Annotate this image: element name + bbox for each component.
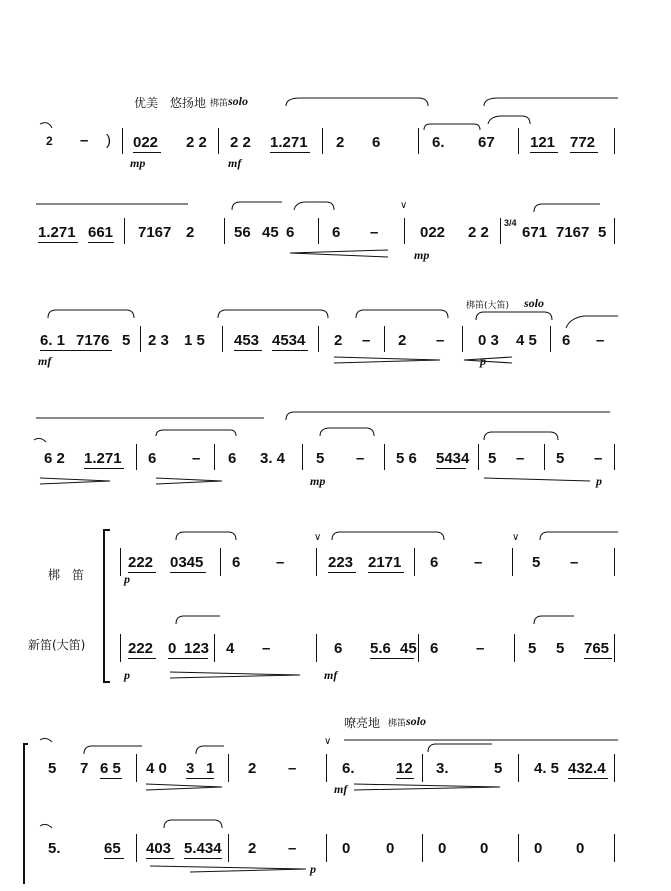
note-group: 5 6 xyxy=(396,450,417,467)
barline xyxy=(384,326,385,352)
note: 6 xyxy=(372,134,381,151)
barline xyxy=(614,128,615,154)
instrument-label-upper: 梆 笛 xyxy=(48,568,85,582)
dash: – xyxy=(192,450,201,467)
barline xyxy=(518,834,519,862)
note: 3 xyxy=(186,760,195,777)
dynamic-p: p xyxy=(124,572,130,586)
note-group: 765 xyxy=(584,640,610,657)
note-group: 123 xyxy=(184,640,210,657)
dash: – xyxy=(370,224,379,241)
beam xyxy=(370,658,414,659)
barline xyxy=(514,634,515,662)
barline xyxy=(318,218,319,244)
rest: 0 xyxy=(438,840,447,857)
note-group: 022 xyxy=(420,224,446,241)
tempo-marking: 优美 悠扬地 xyxy=(134,96,207,110)
note-group: 0345 xyxy=(170,554,204,571)
dash: – xyxy=(516,450,525,467)
barline xyxy=(318,326,319,352)
dynamic-mf: mf xyxy=(38,354,52,368)
note-group: 432.4 xyxy=(568,760,606,777)
beam xyxy=(436,468,466,469)
note-group: 3. 4 xyxy=(260,450,286,467)
note-group: 2171 xyxy=(368,554,402,571)
dash: – xyxy=(288,760,297,777)
dynamic-mf: mf xyxy=(324,668,338,682)
barline xyxy=(614,218,615,244)
beam xyxy=(568,778,608,779)
barline xyxy=(136,444,137,470)
barline xyxy=(214,634,215,662)
barline xyxy=(302,444,303,470)
barline xyxy=(500,218,501,244)
barline xyxy=(614,834,615,862)
beam xyxy=(104,858,124,859)
note: 5 xyxy=(598,224,607,241)
dynamic-mp: mp xyxy=(414,248,430,262)
note: 5 xyxy=(528,640,537,657)
barline xyxy=(224,218,225,244)
beam xyxy=(88,242,114,243)
note: 5 xyxy=(122,332,131,349)
barline xyxy=(222,326,223,352)
beam xyxy=(84,468,124,469)
note: 0 xyxy=(168,640,177,657)
beam xyxy=(584,658,612,659)
barline xyxy=(518,128,519,154)
dynamic-mf: mf xyxy=(334,782,348,796)
dynamic-p: p xyxy=(310,862,316,876)
note-group: 45 xyxy=(400,640,417,657)
dash: – xyxy=(596,332,605,349)
rest: 0 xyxy=(386,840,395,857)
beam xyxy=(38,242,78,243)
instrument-note: 梆笛 xyxy=(210,99,229,109)
note: 5 xyxy=(556,450,565,467)
beam xyxy=(184,858,222,859)
note: 1 xyxy=(206,760,215,777)
note: 5. xyxy=(48,840,61,857)
note-group: 2 2 xyxy=(468,224,489,241)
note-group: 4. 5 xyxy=(534,760,560,777)
tempo-marking: 嘹亮地 xyxy=(344,716,381,730)
note-group: 5434 xyxy=(436,450,470,467)
note: 5 xyxy=(556,640,565,657)
note-group: 45 xyxy=(262,224,279,241)
note: 6 xyxy=(430,554,439,571)
note-group: 6 5 xyxy=(100,760,121,777)
barline xyxy=(322,128,323,154)
barline xyxy=(418,128,419,154)
dash: – xyxy=(474,554,483,571)
barline xyxy=(326,834,327,862)
note-group: 0 3 xyxy=(478,332,499,349)
note-group: 772 xyxy=(570,134,596,151)
note-group: 222 xyxy=(128,554,154,571)
beam xyxy=(128,572,156,573)
beam xyxy=(100,778,122,779)
rest: 0 xyxy=(534,840,543,857)
note: 6 xyxy=(228,450,237,467)
note: 2 xyxy=(336,134,345,151)
note: 5 xyxy=(532,554,541,571)
note-group: 1.271 xyxy=(84,450,122,467)
note: 2 xyxy=(248,760,257,777)
note-group: 7176 xyxy=(76,332,110,349)
note: 6 xyxy=(286,224,295,241)
rest: 0 xyxy=(342,840,351,857)
note: 6 xyxy=(232,554,241,571)
note: 2 xyxy=(248,840,257,857)
time-signature: 3/4 xyxy=(504,218,517,228)
barline xyxy=(512,548,513,576)
beam xyxy=(270,152,310,153)
note: 2 xyxy=(186,224,195,241)
note-group: 403 xyxy=(146,840,172,857)
note: 7 xyxy=(80,760,89,777)
dash: – xyxy=(362,332,371,349)
beam xyxy=(272,350,308,351)
barline xyxy=(220,548,221,576)
barline xyxy=(120,634,121,662)
barline xyxy=(218,128,219,154)
instrument-note: 梆笛(大笛) xyxy=(466,301,510,311)
note: 6. xyxy=(342,760,355,777)
note-group: 671 xyxy=(522,224,548,241)
note-group: 022 xyxy=(133,134,159,151)
barline xyxy=(384,444,385,470)
note-group: 5.434 xyxy=(184,840,222,857)
barline xyxy=(404,218,405,244)
instrument-note: 梆笛 xyxy=(388,719,407,729)
note-group: 6. 1 xyxy=(40,332,66,349)
note: 2 xyxy=(398,332,407,349)
beam xyxy=(40,350,112,351)
barline xyxy=(326,754,327,782)
note: 5 xyxy=(316,450,325,467)
beam xyxy=(530,152,558,153)
barline xyxy=(550,326,551,352)
dash: – xyxy=(262,640,271,657)
note: 6 xyxy=(562,332,571,349)
bend-mark: ∨ xyxy=(324,736,332,747)
note: 6 xyxy=(334,640,343,657)
note: 6 xyxy=(332,224,341,241)
rest: 0 xyxy=(480,840,489,857)
dynamic-p: p xyxy=(480,354,486,368)
barline xyxy=(140,326,141,352)
note-group: 2 3 xyxy=(148,332,169,349)
note-group: 222 xyxy=(128,640,154,657)
note-group: 661 xyxy=(88,224,114,241)
dash: – xyxy=(80,132,89,149)
note-group: 121 xyxy=(530,134,556,151)
note-group: 5.6 xyxy=(370,640,391,657)
barline xyxy=(214,444,215,470)
beam xyxy=(328,572,356,573)
bend-mark: ∨ xyxy=(314,532,322,543)
note: 6 xyxy=(430,640,439,657)
barline xyxy=(418,634,419,662)
note-group: 4 0 xyxy=(146,760,167,777)
note-group: 56 xyxy=(234,224,251,241)
dash: – xyxy=(356,450,365,467)
barline xyxy=(136,834,137,862)
note: 2 xyxy=(46,134,53,148)
note: 4 xyxy=(226,640,235,657)
dynamic-p: p xyxy=(124,668,130,682)
dash: – xyxy=(594,450,603,467)
beam xyxy=(128,658,156,659)
barline xyxy=(228,754,229,782)
note: 6. xyxy=(432,134,445,151)
barline xyxy=(422,834,423,862)
note-group: 1 5 xyxy=(184,332,205,349)
beam xyxy=(186,778,214,779)
beam xyxy=(368,572,404,573)
beam xyxy=(133,152,161,153)
barline xyxy=(316,548,317,576)
beam xyxy=(146,858,174,859)
note: 5 xyxy=(48,760,57,777)
beam xyxy=(570,152,598,153)
solo-marking: solo xyxy=(524,296,545,310)
note: 6 xyxy=(148,450,157,467)
rest: 0 xyxy=(576,840,585,857)
note-group: 7167 xyxy=(138,224,172,241)
note-group: 1.271 xyxy=(270,134,308,151)
dash: – xyxy=(570,554,579,571)
dynamic-mp: mp xyxy=(310,474,326,488)
barline xyxy=(462,326,463,352)
note-group: 4 5 xyxy=(516,332,537,349)
barline xyxy=(228,834,229,862)
bend-mark: ∨ xyxy=(400,200,408,211)
barline xyxy=(122,128,123,154)
beam xyxy=(168,658,208,659)
beam xyxy=(234,350,262,351)
note-group: 12 xyxy=(396,760,413,777)
note: 5 xyxy=(494,760,503,777)
note-group: 4534 xyxy=(272,332,306,349)
dynamic-mp: mp xyxy=(130,156,146,170)
dynamic-p: p xyxy=(596,474,602,488)
note: 2 xyxy=(334,332,343,349)
note-group: 223 xyxy=(328,554,354,571)
dash: – xyxy=(436,332,445,349)
barline xyxy=(614,548,615,576)
note-group: 65 xyxy=(104,840,121,857)
note-group: 2 2 xyxy=(230,134,251,151)
barline xyxy=(422,754,423,782)
beam xyxy=(396,778,414,779)
barline xyxy=(614,754,615,782)
barline xyxy=(544,444,545,470)
instrument-label-lower: 新笛(大笛) xyxy=(28,638,86,652)
note: 5 xyxy=(488,450,497,467)
barline xyxy=(478,444,479,470)
note: 3. xyxy=(436,760,449,777)
note-group: 453 xyxy=(234,332,260,349)
dash: – xyxy=(276,554,285,571)
barline xyxy=(518,754,519,782)
beam xyxy=(170,572,206,573)
note-group: 7167 xyxy=(556,224,590,241)
bend-mark: ∨ xyxy=(512,532,520,543)
dynamic-mf: mf xyxy=(228,156,242,170)
paren: ) xyxy=(106,132,111,149)
barline xyxy=(120,548,121,576)
note-group: 67 xyxy=(478,134,495,151)
barline xyxy=(136,754,137,782)
barline xyxy=(414,548,415,576)
barline xyxy=(614,634,615,662)
barline xyxy=(124,218,125,244)
solo-marking: solo xyxy=(228,94,249,108)
barline xyxy=(614,444,615,470)
solo-marking: solo xyxy=(406,714,427,728)
barline xyxy=(316,634,317,662)
dash: – xyxy=(288,840,297,857)
note-group: 1.271 xyxy=(38,224,76,241)
note-group: 2 2 xyxy=(186,134,207,151)
dash: – xyxy=(476,640,485,657)
note-group: 6 2 xyxy=(44,450,65,467)
